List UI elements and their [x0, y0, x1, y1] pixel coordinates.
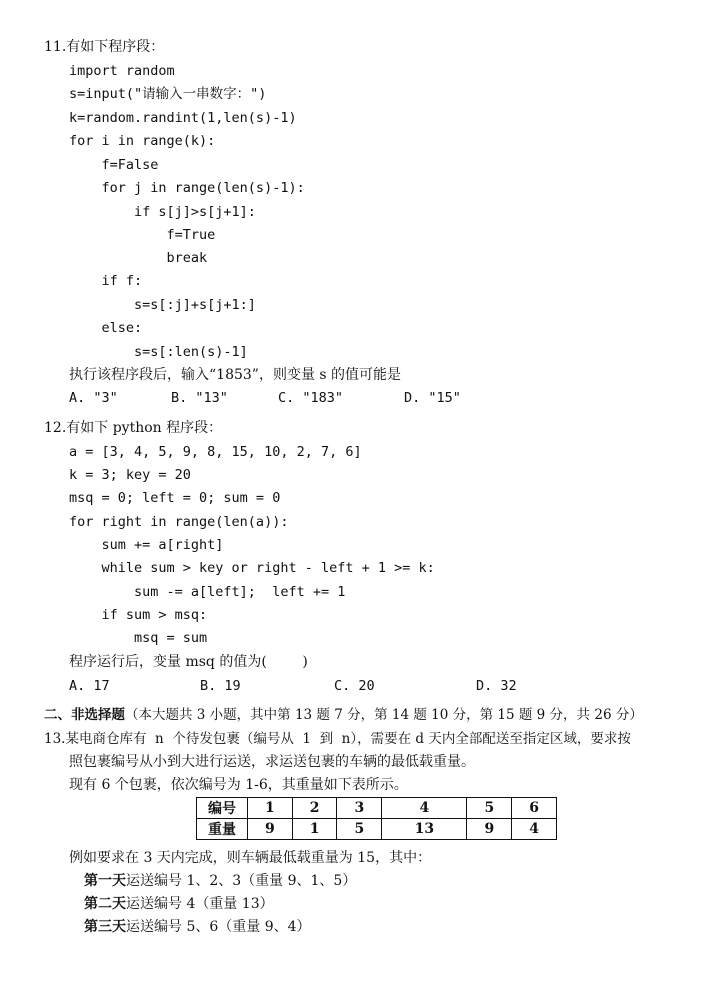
table-cell: 重量	[197, 819, 248, 840]
q13-line1: 13.某电商仓库有 n 个待发包裹（编号从 1 到 n），需要在 d 天内全部配送至指定区域，要求按	[44, 731, 631, 747]
q11-code-line: s=s[:j]+s[j+1:]	[69, 297, 256, 313]
q11-title: 11.有如下程序段：	[44, 39, 165, 55]
q11-option-a: A. "3"	[69, 390, 118, 406]
q11-option-b: B. "13"	[171, 390, 228, 406]
q12-option-d: D. 32	[476, 678, 517, 694]
table-cell: 编号	[197, 798, 248, 819]
q12-code-line: for right in range(len(a)):	[69, 514, 289, 530]
table-cell: 4	[512, 819, 557, 840]
q11-code-line: f=True	[69, 227, 216, 243]
package-table	[196, 797, 557, 840]
q11-code-line: s=input("请输入一串数字：")	[69, 86, 267, 102]
q11-question: 执行该程序段后，输入“1853”，则变量 s 的值可能是	[69, 367, 402, 383]
q11-code-line: if s[j]>s[j+1]:	[69, 204, 256, 220]
q13-day	[84, 895, 274, 913]
table-cell: 9	[467, 819, 512, 840]
table-row	[197, 798, 557, 819]
q12-code-line: sum -= a[left]; left += 1	[69, 584, 346, 600]
table-cell: 1	[248, 798, 293, 819]
q12-code-line: if sum > msq:	[69, 607, 208, 623]
day-label: 第一天	[84, 873, 126, 889]
q12-code-line: a = [3, 4, 5, 9, 8, 15, 10, 2, 7, 6]	[69, 444, 362, 460]
q11-code-line: break	[69, 250, 208, 266]
q11-code-line: for i in range(k):	[69, 133, 216, 149]
day-text: 运送编号 5、6（重量 9、4）	[126, 919, 311, 935]
table-cell: 2	[292, 798, 337, 819]
q12-code-line: k = 3; key = 20	[69, 467, 191, 483]
q11-option-c: C. "183"	[278, 390, 344, 406]
table-cell: 9	[248, 819, 293, 840]
q13-day	[84, 918, 311, 936]
q12-code-line: while sum > key or right - left + 1 >= k:	[69, 560, 435, 576]
table-cell: 5	[467, 798, 512, 819]
table-cell: 5	[337, 819, 382, 840]
q12-question: 程序运行后，变量 msq 的值为( )	[69, 654, 308, 670]
q12-option-b: B. 19	[200, 678, 241, 694]
table-cell: 6	[512, 798, 557, 819]
section2-heading: 二、非选择题	[44, 707, 125, 723]
day-text: 运送编号 4（重量 13）	[126, 896, 274, 912]
q12-option-c: C. 20	[334, 678, 375, 694]
day-label: 第二天	[84, 896, 126, 912]
day-text: 运送编号 1、2、3（重量 9、1、5）	[126, 873, 357, 889]
q11-option-d: D. "15"	[404, 390, 461, 406]
q11-code-line: for j in range(len(s)-1):	[69, 180, 305, 196]
q13-line3: 现有 6 个包裹，依次编号为 1-6，其重量如下表所示。	[69, 777, 408, 793]
q13-day	[84, 872, 356, 890]
table-cell: 1	[292, 819, 337, 840]
table-cell: 4	[382, 798, 467, 819]
q11-code-line: s=s[:len(s)-1]	[69, 344, 248, 360]
day-label: 第三天	[84, 919, 126, 935]
section2-heading-line	[44, 706, 643, 724]
table-cell: 13	[382, 819, 467, 840]
q13-line2: 照包裹编号从小到大进行运送，求运送包裹的车辆的最低载重量。	[69, 754, 475, 770]
table-cell: 3	[337, 798, 382, 819]
q12-code-line: sum += a[right]	[69, 537, 224, 553]
q11-code-line: import random	[69, 63, 175, 79]
q11-code-line: k=random.randint(1,len(s)-1)	[69, 110, 297, 126]
table-row	[197, 819, 557, 840]
q12-code-line: msq = 0; left = 0; sum = 0	[69, 490, 281, 506]
q12-option-a: A. 17	[69, 678, 110, 694]
q11-code-line: f=False	[69, 157, 159, 173]
q12-code-line: msq = sum	[69, 630, 208, 646]
q12-title: 12.有如下 python 程序段：	[44, 420, 223, 436]
q13-example: 例如要求在 3 天内完成，则车辆最低载重量为 15，其中：	[69, 850, 432, 866]
q11-code-line: else:	[69, 320, 143, 336]
section2-note: （本大题共 3 小题，其中第 13 题 7 分，第 14 题 10 分，第 15 题 9 分，共 26 分）	[125, 707, 643, 723]
q11-code-line: if f:	[69, 273, 143, 289]
